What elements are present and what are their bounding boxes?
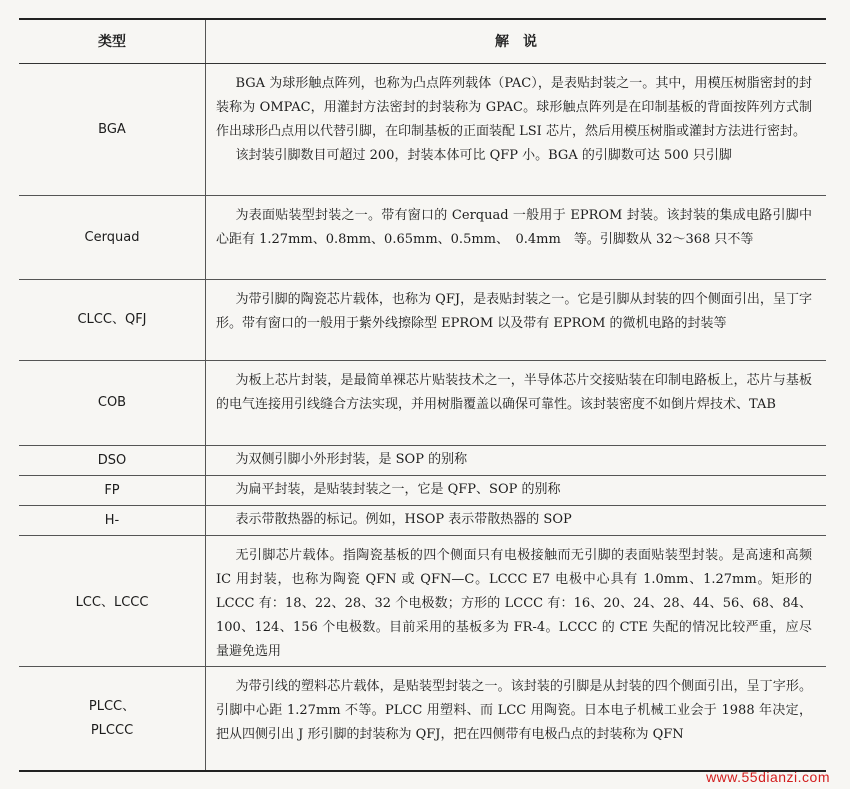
table-row [19, 666, 826, 770]
table-row [19, 505, 826, 535]
description-paragraph: 无引脚芯片载体。指陶瓷基板的四个侧面只有电极接触而无引脚的表面贴装型封装。是高速和高频 IC 用封装，也称为陶瓷 QFN 或 QFN—C。LCCC E7 电极中心具有 1.0mm、1.27mm。矩形的 LCCC 有：18、22、28、32 个电极数；方形的 LCCC 有：16、20、24、28、44、56、68、84、100、124、156 个电极数。目前采用的基板多为 FR-4。LCCC 的 CTE 失配的情况比较严重，应尽量避免选用 [216, 548, 812, 659]
site-watermark: www.55dianzi.com [706, 769, 830, 785]
row-type: CLCC、QFJ [19, 280, 206, 360]
description-paragraph: 为扁平封装，是贴装封装之一，它是 QFP、SOP 的别称 [235, 482, 561, 497]
description-paragraph: 表示带散热器的标记。例如，HSOP 表示带散热器的 SOP [235, 512, 572, 527]
table-row [19, 360, 826, 445]
row-description [206, 280, 826, 360]
row-description [206, 476, 826, 505]
table-row [19, 195, 826, 279]
row-type: FP [19, 476, 206, 505]
row-type: DSO [19, 446, 206, 475]
row-description [206, 667, 826, 770]
table-row [19, 445, 826, 475]
row-type: Cerquad [19, 196, 206, 279]
row-description [206, 506, 826, 535]
description-paragraph: BGA 为球形触点阵列，也称为凸点阵列载体（PAC），是表贴封装之一。其中，用模压树脂密封的封装称为 OMPAC，用灌封方法密封的封装称为 GPAC。球形触点阵列是在印制基板的背面按阵列方式制作出球形凸点用以代替引脚，在印制基板的正面装配 LSI 芯片，然后用模压树脂或灌封方法进行密封。 [216, 76, 812, 139]
row-description [206, 196, 826, 279]
description-paragraph: 为双侧引脚小外形封装，是 SOP 的别称 [235, 452, 468, 467]
description-paragraph: 为板上芯片封装，是最简单裸芯片贴装技术之一，半导体芯片交接贴装在印制电路板上，芯片与基板的电气连接用引线缝合方法实现，并用树脂覆盖以确保可靠性。该封装密度不如倒片焊技术、TAB [216, 373, 812, 412]
table-row [19, 475, 826, 505]
row-description [206, 361, 826, 445]
table-row [19, 279, 826, 360]
description-paragraph: 为带引线的塑料芯片载体，是贴装型封装之一。该封装的引脚是从封装的四个侧面引出，呈丁字形。引脚中心距 1.27mm 不等。PLCC 用塑料、而 LCC 用陶瓷。日本电子机械工业会于 1988 年决定，把从四侧引出 J 形引脚的封装称为 QFJ，把在四侧带有电极凸点的封装称为 QFN [216, 679, 812, 742]
header-description: 解 说 [495, 33, 537, 50]
table-row [19, 64, 826, 195]
table-header [19, 20, 826, 64]
row-type: H- [19, 506, 206, 535]
description-paragraph: 为带引脚的陶瓷芯片载体，也称为 QFJ，是表贴封装之一。它是引脚从封装的四个侧面引出，呈丁字形。带有窗口的一般用于紫外线擦除型 EPROM 以及带有 EPROM 的微机电路的封装等 [216, 292, 812, 331]
header-type: 类型 [19, 20, 206, 63]
row-type: PLCC、PLCCC [19, 667, 206, 770]
row-description [206, 446, 826, 475]
row-type: COB [19, 361, 206, 445]
row-description [206, 536, 826, 670]
row-description [206, 64, 826, 195]
table-row [19, 535, 826, 666]
package-type-table [19, 18, 826, 772]
row-type: BGA [19, 64, 206, 195]
row-type: LCC、LCCC [19, 536, 206, 670]
description-paragraph: 该封装引脚数目可超过 200，封装本体可比 QFP 小。BGA 的引脚数可达 500 只引脚 [235, 148, 732, 163]
description-paragraph: 为表面贴装型封装之一。带有窗口的 Cerquad 一般用于 EPROM 封装。该封装的集成电路引脚中心距有 1.27mm、0.8mm、0.65mm、0.5mm、 0.4mm 等。引脚数从 32～368 只不等 [216, 208, 812, 247]
